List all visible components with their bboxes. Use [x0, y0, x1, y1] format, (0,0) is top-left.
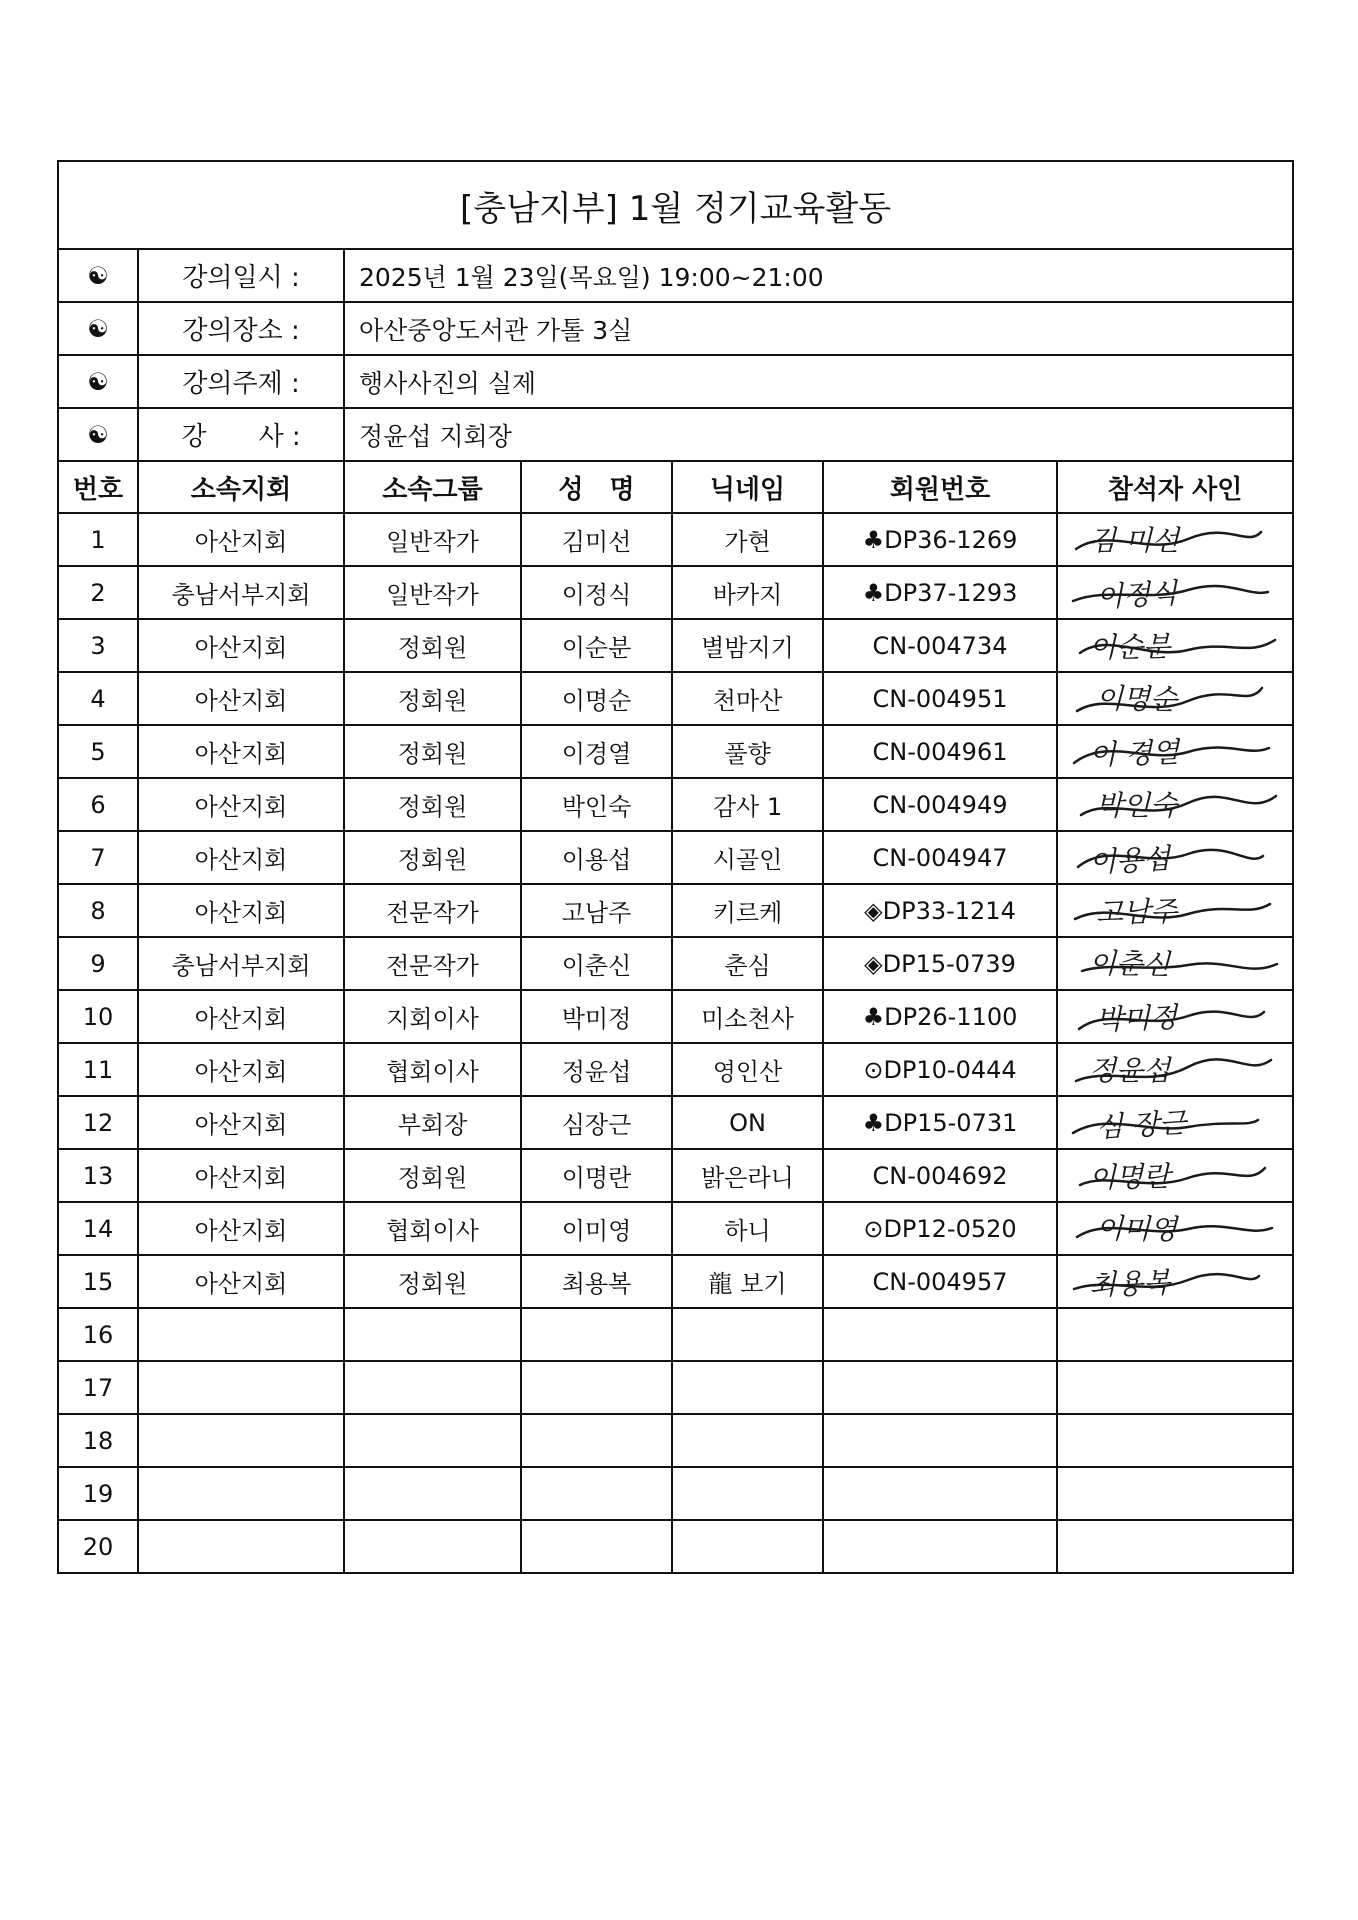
table-row — [58, 1414, 1293, 1467]
info-row — [58, 408, 1293, 461]
member-id-cell: ♣DP15-0731 — [823, 1096, 1057, 1149]
signature-stroke — [1077, 1226, 1272, 1237]
branch-cell: 아산지회 — [138, 1043, 344, 1096]
signature-stroke — [1080, 640, 1275, 653]
table-row — [58, 1096, 1293, 1149]
handwritten-signature — [1058, 620, 1294, 671]
table-row — [58, 1520, 1293, 1573]
group-cell: 전문작가 — [344, 937, 521, 990]
name-cell — [521, 1308, 672, 1361]
nickname-cell: 감사 1 — [672, 778, 823, 831]
row-number: 4 — [58, 672, 138, 725]
signature-cell — [1057, 778, 1293, 831]
group-cell: 부회장 — [344, 1096, 521, 1149]
table-row — [58, 619, 1293, 672]
member-id-cell: CN-004734 — [823, 619, 1057, 672]
name-cell — [521, 1414, 672, 1467]
branch-cell: 아산지회 — [138, 513, 344, 566]
member-id-cell: ⊙DP10-0444 — [823, 1043, 1057, 1096]
table-row — [58, 1467, 1293, 1520]
nickname-cell: 천마산 — [672, 672, 823, 725]
row-number: 12 — [58, 1096, 138, 1149]
handwritten-signature — [1058, 726, 1294, 777]
group-cell: 정회원 — [344, 725, 521, 778]
signature-cell — [1057, 884, 1293, 937]
signature-cell — [1057, 1414, 1293, 1467]
yin-yang-icon: ☯ — [58, 408, 138, 461]
info-row — [58, 355, 1293, 408]
table-row — [58, 1202, 1293, 1255]
handwritten-signature — [1058, 1150, 1294, 1201]
nickname-cell: 춘심 — [672, 937, 823, 990]
signature-text: 박미정 — [1095, 1000, 1178, 1037]
branch-cell — [138, 1414, 344, 1467]
info-label: 강의주제 : — [138, 355, 344, 408]
name-cell: 이정식 — [521, 566, 672, 619]
row-number: 2 — [58, 566, 138, 619]
table-row — [58, 1255, 1293, 1308]
name-cell: 김미선 — [521, 513, 672, 566]
name-cell: 이용섭 — [521, 831, 672, 884]
signature-stroke — [1076, 1059, 1271, 1081]
signature-cell — [1057, 619, 1293, 672]
nickname-cell — [672, 1520, 823, 1573]
member-id-cell: CN-004961 — [823, 725, 1057, 778]
signature-stroke — [1079, 1012, 1264, 1029]
row-number: 7 — [58, 831, 138, 884]
nickname-cell — [672, 1308, 823, 1361]
branch-cell: 아산지회 — [138, 1096, 344, 1149]
name-cell: 이명란 — [521, 1149, 672, 1202]
group-cell — [344, 1361, 521, 1414]
row-number: 9 — [58, 937, 138, 990]
document-title: [충남지부] 1월 정기교육활동 — [58, 161, 1293, 249]
branch-cell: 아산지회 — [138, 1202, 344, 1255]
group-cell — [344, 1467, 521, 1520]
handwritten-signature — [1058, 938, 1294, 989]
branch-cell: 아산지회 — [138, 1149, 344, 1202]
group-cell: 일반작가 — [344, 566, 521, 619]
info-row — [58, 249, 1293, 302]
signature-stroke — [1076, 532, 1261, 549]
name-cell: 심장근 — [521, 1096, 672, 1149]
info-label: 강 사 : — [138, 408, 344, 461]
member-id-cell: CN-004957 — [823, 1255, 1057, 1308]
signature-text: 이용섭 — [1088, 841, 1172, 880]
signature-cell — [1057, 725, 1293, 778]
name-cell: 이순분 — [521, 619, 672, 672]
name-cell — [521, 1361, 672, 1414]
name-cell: 고남주 — [521, 884, 672, 937]
group-cell: 협회이사 — [344, 1043, 521, 1096]
signature-cell — [1057, 566, 1293, 619]
nickname-cell: 별밤지기 — [672, 619, 823, 672]
nickname-cell: 영인산 — [672, 1043, 823, 1096]
group-cell: 정회원 — [344, 1149, 521, 1202]
nickname-cell: 풀향 — [672, 725, 823, 778]
member-id-cell — [823, 1308, 1057, 1361]
nickname-cell: 키르케 — [672, 884, 823, 937]
info-label: 강의일시 : — [138, 249, 344, 302]
info-value: 정윤섭 지회장 — [344, 408, 1293, 461]
signature-stroke — [1077, 688, 1262, 711]
signature-text: 이명순 — [1095, 681, 1178, 717]
header-name: 성 명 — [521, 461, 672, 513]
branch-cell: 아산지회 — [138, 778, 344, 831]
handwritten-signature — [1058, 514, 1294, 565]
table-row — [58, 990, 1293, 1043]
group-cell: 정회원 — [344, 619, 521, 672]
signature-cell — [1057, 1308, 1293, 1361]
row-number: 13 — [58, 1149, 138, 1202]
row-number: 20 — [58, 1520, 138, 1573]
member-id-cell: ◈DP33-1214 — [823, 884, 1057, 937]
yin-yang-icon: ☯ — [58, 355, 138, 408]
signature-cell — [1057, 1149, 1293, 1202]
branch-cell — [138, 1308, 344, 1361]
signature-cell — [1057, 990, 1293, 1043]
signature-text: 김 미선 — [1089, 524, 1180, 557]
branch-cell — [138, 1361, 344, 1414]
member-id-cell: ⊙DP12-0520 — [823, 1202, 1057, 1255]
signature-text: 이명란 — [1088, 1159, 1171, 1195]
info-label: 강의장소 : — [138, 302, 344, 355]
table-row — [58, 778, 1293, 831]
signature-cell — [1057, 937, 1293, 990]
branch-cell: 아산지회 — [138, 619, 344, 672]
signature-cell — [1057, 1096, 1293, 1149]
group-cell: 지회이사 — [344, 990, 521, 1043]
signature-cell — [1057, 1043, 1293, 1096]
header-branch: 소속지회 — [138, 461, 344, 513]
name-cell: 정윤섭 — [521, 1043, 672, 1096]
name-cell: 이춘신 — [521, 937, 672, 990]
nickname-cell — [672, 1361, 823, 1414]
table-row — [58, 1043, 1293, 1096]
row-number: 15 — [58, 1255, 138, 1308]
row-number: 1 — [58, 513, 138, 566]
table-row — [58, 831, 1293, 884]
member-id-cell: CN-004951 — [823, 672, 1057, 725]
info-row — [58, 302, 1293, 355]
table-row — [58, 1361, 1293, 1414]
branch-cell: 아산지회 — [138, 831, 344, 884]
branch-cell: 아산지회 — [138, 990, 344, 1043]
handwritten-signature — [1058, 1203, 1294, 1254]
handwritten-signature — [1058, 832, 1294, 883]
handwritten-signature — [1058, 1044, 1294, 1095]
row-number: 6 — [58, 778, 138, 831]
member-id-cell — [823, 1520, 1057, 1573]
table-row — [58, 1149, 1293, 1202]
signature-cell — [1057, 1202, 1293, 1255]
member-id-cell: CN-004947 — [823, 831, 1057, 884]
handwritten-signature — [1058, 1256, 1294, 1307]
header-signature: 참석자 사인 — [1057, 461, 1293, 513]
signature-text: 심 장근 — [1095, 1106, 1187, 1144]
group-cell: 정회원 — [344, 831, 521, 884]
signature-cell — [1057, 513, 1293, 566]
signature-stroke — [1081, 796, 1276, 815]
signature-stroke — [1073, 1120, 1258, 1133]
signature-cell — [1057, 1467, 1293, 1520]
row-number: 10 — [58, 990, 138, 1043]
table-row — [58, 937, 1293, 990]
branch-cell — [138, 1520, 344, 1573]
nickname-cell: ON — [672, 1096, 823, 1149]
handwritten-signature — [1058, 1097, 1294, 1148]
name-cell: 이경열 — [521, 725, 672, 778]
branch-cell: 아산지회 — [138, 1255, 344, 1308]
group-cell — [344, 1414, 521, 1467]
row-number: 19 — [58, 1467, 138, 1520]
signature-stroke — [1074, 748, 1269, 763]
row-number: 8 — [58, 884, 138, 937]
header-nickname: 닉네임 — [672, 461, 823, 513]
group-cell: 정회원 — [344, 778, 521, 831]
row-number: 11 — [58, 1043, 138, 1096]
signature-cell — [1057, 1255, 1293, 1308]
signature-cell — [1057, 1520, 1293, 1573]
member-id-cell: ◈DP15-0739 — [823, 937, 1057, 990]
signature-stroke — [1078, 850, 1263, 867]
branch-cell: 충남서부지회 — [138, 937, 344, 990]
member-id-cell — [823, 1467, 1057, 1520]
table-row — [58, 1308, 1293, 1361]
member-id-cell — [823, 1414, 1057, 1467]
branch-cell: 아산지회 — [138, 884, 344, 937]
info-value: 2025년 1월 23일(목요일) 19:00~21:00 — [344, 249, 1293, 302]
group-cell: 일반작가 — [344, 513, 521, 566]
row-number: 5 — [58, 725, 138, 778]
nickname-cell: 미소천사 — [672, 990, 823, 1043]
signature-stroke — [1082, 963, 1277, 971]
handwritten-signature — [1058, 779, 1294, 830]
nickname-cell: 시골인 — [672, 831, 823, 884]
signature-text: 이미영 — [1095, 1211, 1178, 1247]
yin-yang-icon: ☯ — [58, 302, 138, 355]
table-row — [58, 513, 1293, 566]
header-member-id: 회원번호 — [823, 461, 1057, 513]
nickname-cell — [672, 1414, 823, 1467]
signature-text: 박인숙 — [1096, 789, 1178, 822]
info-value: 아산중앙도서관 가톨 3실 — [344, 302, 1293, 355]
table-row — [58, 725, 1293, 778]
group-cell: 정회원 — [344, 672, 521, 725]
branch-cell: 아산지회 — [138, 725, 344, 778]
signature-cell — [1057, 672, 1293, 725]
table-row — [58, 884, 1293, 937]
nickname-cell: 밝은라니 — [672, 1149, 823, 1202]
handwritten-signature — [1058, 991, 1294, 1042]
name-cell: 박미정 — [521, 990, 672, 1043]
row-number: 17 — [58, 1361, 138, 1414]
group-cell — [344, 1308, 521, 1361]
header-group: 소속그룹 — [344, 461, 521, 513]
signature-text: 이춘신 — [1088, 946, 1171, 982]
row-number: 16 — [58, 1308, 138, 1361]
signature-text: 이정식 — [1095, 576, 1179, 614]
member-id-cell: CN-004692 — [823, 1149, 1057, 1202]
header-no: 번호 — [58, 461, 138, 513]
table-row — [58, 566, 1293, 619]
name-cell: 박인숙 — [521, 778, 672, 831]
name-cell — [521, 1520, 672, 1573]
info-value: 행사사진의 실제 — [344, 355, 1293, 408]
group-cell: 협회이사 — [344, 1202, 521, 1255]
row-number: 3 — [58, 619, 138, 672]
member-id-cell: ♣DP26-1100 — [823, 990, 1057, 1043]
nickname-cell — [672, 1467, 823, 1520]
nickname-cell: 하니 — [672, 1202, 823, 1255]
name-cell — [521, 1467, 672, 1520]
handwritten-signature — [1058, 885, 1294, 936]
group-cell — [344, 1520, 521, 1573]
signature-stroke — [1074, 1274, 1259, 1289]
member-id-cell — [823, 1361, 1057, 1414]
handwritten-signature — [1058, 673, 1294, 724]
nickname-cell: 바카지 — [672, 566, 823, 619]
signature-text: 이순분 — [1088, 629, 1171, 665]
branch-cell: 충남서부지회 — [138, 566, 344, 619]
signature-stroke — [1080, 1168, 1265, 1185]
row-number: 14 — [58, 1202, 138, 1255]
signature-text: 고남주 — [1095, 894, 1178, 930]
member-id-cell: CN-004949 — [823, 778, 1057, 831]
group-cell: 전문작가 — [344, 884, 521, 937]
name-cell: 최용복 — [521, 1255, 672, 1308]
signature-cell — [1057, 831, 1293, 884]
name-cell: 이명순 — [521, 672, 672, 725]
handwritten-signature — [1058, 567, 1294, 618]
attendance-table — [57, 160, 1294, 1574]
attendance-sheet — [57, 160, 1292, 1574]
signature-text: 최용복 — [1088, 1265, 1171, 1302]
nickname-cell: 龍 보기 — [672, 1255, 823, 1308]
member-id-cell: ♣DP36-1269 — [823, 513, 1057, 566]
nickname-cell: 가현 — [672, 513, 823, 566]
branch-cell: 아산지회 — [138, 672, 344, 725]
group-cell: 정회원 — [344, 1255, 521, 1308]
signature-text: 정윤섭 — [1089, 1054, 1171, 1087]
signature-stroke — [1073, 586, 1268, 601]
signature-cell — [1057, 1361, 1293, 1414]
signature-stroke — [1075, 904, 1270, 919]
branch-cell — [138, 1467, 344, 1520]
table-row — [58, 672, 1293, 725]
column-header-row — [58, 461, 1293, 513]
signature-text: 이 경열 — [1088, 735, 1180, 772]
yin-yang-icon: ☯ — [58, 249, 138, 302]
name-cell: 이미영 — [521, 1202, 672, 1255]
member-id-cell: ♣DP37-1293 — [823, 566, 1057, 619]
row-number: 18 — [58, 1414, 138, 1467]
